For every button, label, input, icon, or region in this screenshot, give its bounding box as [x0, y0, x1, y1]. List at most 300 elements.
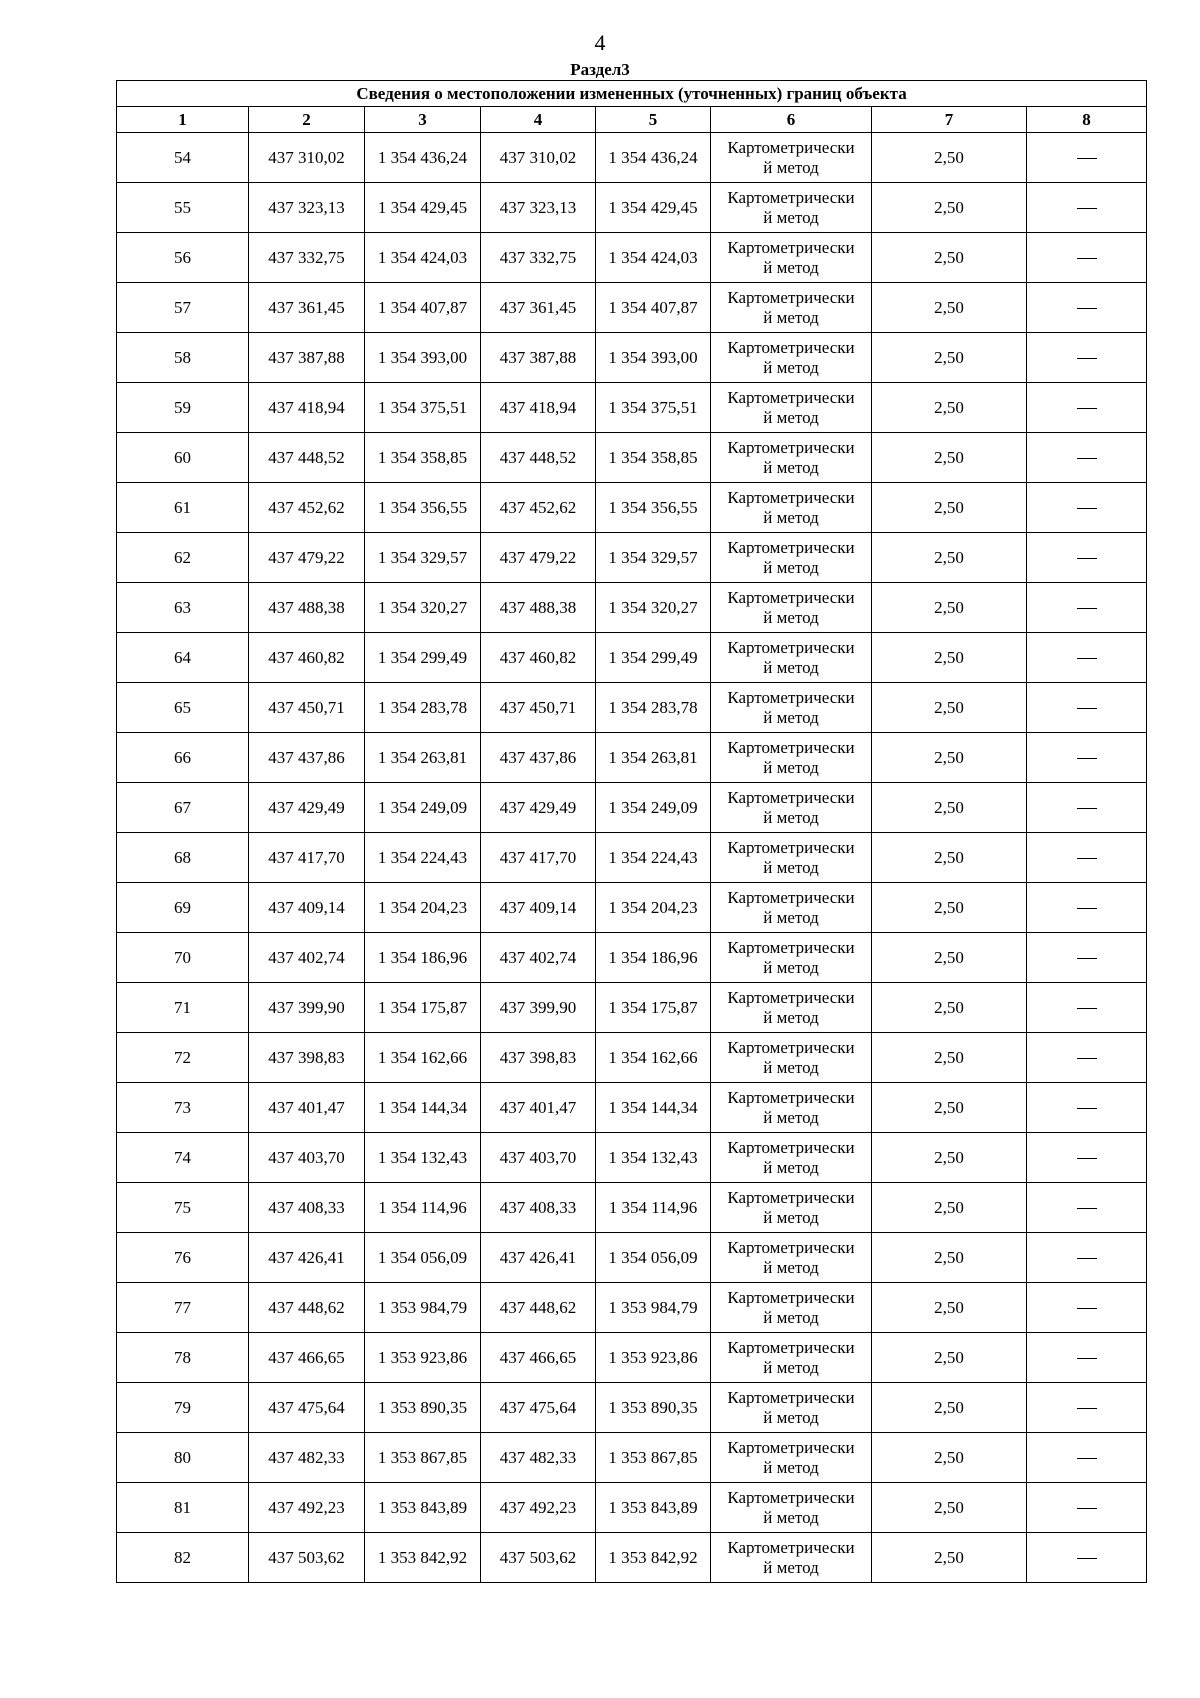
- accuracy-cell: 2,50: [872, 233, 1027, 283]
- method-text: Картометрически: [727, 837, 855, 857]
- method-text: Картометрически: [727, 137, 855, 157]
- x-existing-cell: 437 361,45: [249, 283, 365, 333]
- y-existing-cell: 1 354 320,27: [365, 583, 481, 633]
- note-cell: [1027, 1133, 1147, 1183]
- x-new-cell: 437 488,38: [481, 583, 596, 633]
- method-text: Картометрически: [727, 1237, 855, 1257]
- table-row: [117, 1333, 1147, 1383]
- point-number-cell: 64: [117, 633, 249, 683]
- method-cell: [711, 1483, 872, 1533]
- method-cell: [711, 683, 872, 733]
- table-row: [117, 133, 1147, 183]
- section-title: Раздел3: [570, 60, 630, 79]
- note-cell: [1027, 833, 1147, 883]
- method-text: й метод: [763, 557, 819, 577]
- method-text: й метод: [763, 307, 819, 327]
- boundary-coordinates-table: [116, 80, 1147, 1583]
- note-cell: [1027, 583, 1147, 633]
- table-row: [117, 1483, 1147, 1533]
- x-existing-cell: 437 426,41: [249, 1233, 365, 1283]
- accuracy-cell: 2,50: [872, 783, 1027, 833]
- note-cell: [1027, 483, 1147, 533]
- y-new-cell: 1 354 320,27: [596, 583, 711, 633]
- table-caption-row: [117, 81, 1147, 107]
- method-cell: [711, 433, 872, 483]
- y-new-cell: 1 354 436,24: [596, 133, 711, 183]
- method-text: й метод: [763, 657, 819, 677]
- note-cell: [1027, 433, 1147, 483]
- table-row: [117, 1183, 1147, 1233]
- x-new-cell: 437 437,86: [481, 733, 596, 783]
- dash-mark: [1077, 308, 1097, 309]
- method-text: Картометрически: [727, 437, 855, 457]
- x-existing-cell: 437 503,62: [249, 1533, 365, 1583]
- dash-mark: [1077, 1258, 1097, 1259]
- point-number-cell: 67: [117, 783, 249, 833]
- method-cell: [711, 1283, 872, 1333]
- column-number: 8: [1027, 107, 1147, 133]
- x-existing-cell: 437 387,88: [249, 333, 365, 383]
- x-new-cell: 437 401,47: [481, 1083, 596, 1133]
- method-cell: [711, 483, 872, 533]
- point-number-cell: 56: [117, 233, 249, 283]
- x-new-cell: 437 452,62: [481, 483, 596, 533]
- method-cell: [711, 983, 872, 1033]
- accuracy-cell: 2,50: [872, 483, 1027, 533]
- note-cell: [1027, 233, 1147, 283]
- x-existing-cell: 437 466,65: [249, 1333, 365, 1383]
- y-new-cell: 1 354 329,57: [596, 533, 711, 583]
- method-text: й метод: [763, 707, 819, 727]
- dash-mark: [1077, 908, 1097, 909]
- method-text: й метод: [763, 257, 819, 277]
- table-row: [117, 433, 1147, 483]
- table-caption: Сведения о местоположении измененных (уточненных) границ объекта: [117, 81, 1147, 107]
- x-existing-cell: 437 452,62: [249, 483, 365, 533]
- method-text: Картометрически: [727, 1487, 855, 1507]
- method-cell: [711, 1333, 872, 1383]
- method-text: й метод: [763, 1457, 819, 1477]
- y-new-cell: 1 354 358,85: [596, 433, 711, 483]
- dash-mark: [1077, 758, 1097, 759]
- y-new-cell: 1 353 984,79: [596, 1283, 711, 1333]
- y-existing-cell: 1 354 424,03: [365, 233, 481, 283]
- x-existing-cell: 437 460,82: [249, 633, 365, 683]
- y-existing-cell: 1 354 299,49: [365, 633, 481, 683]
- column-number: 3: [365, 107, 481, 133]
- note-cell: [1027, 1233, 1147, 1283]
- method-cell: [711, 1233, 872, 1283]
- table-row: [117, 1083, 1147, 1133]
- y-existing-cell: 1 353 984,79: [365, 1283, 481, 1333]
- method-text: й метод: [763, 1307, 819, 1327]
- method-text: Картометрически: [727, 587, 855, 607]
- x-new-cell: 437 399,90: [481, 983, 596, 1033]
- method-cell: [711, 933, 872, 983]
- x-new-cell: 437 448,52: [481, 433, 596, 483]
- x-existing-cell: 437 448,52: [249, 433, 365, 483]
- point-number-cell: 70: [117, 933, 249, 983]
- x-new-cell: 437 492,23: [481, 1483, 596, 1533]
- x-new-cell: 437 450,71: [481, 683, 596, 733]
- x-new-cell: 437 448,62: [481, 1283, 596, 1333]
- note-cell: [1027, 1533, 1147, 1583]
- accuracy-cell: 2,50: [872, 833, 1027, 883]
- accuracy-cell: 2,50: [872, 733, 1027, 783]
- table-row: [117, 683, 1147, 733]
- page-number: 4: [594, 30, 606, 55]
- point-number-cell: 55: [117, 183, 249, 233]
- y-existing-cell: 1 354 375,51: [365, 383, 481, 433]
- point-number-cell: 77: [117, 1283, 249, 1333]
- x-new-cell: 437 403,70: [481, 1133, 596, 1183]
- method-cell: [711, 733, 872, 783]
- point-number-cell: 62: [117, 533, 249, 583]
- x-new-cell: 437 323,13: [481, 183, 596, 233]
- method-cell: [711, 1133, 872, 1183]
- x-existing-cell: 437 479,22: [249, 533, 365, 583]
- y-new-cell: 1 353 843,89: [596, 1483, 711, 1533]
- method-text: Картометрически: [727, 937, 855, 957]
- table-row: [117, 233, 1147, 283]
- column-number: 6: [711, 107, 872, 133]
- x-new-cell: 437 482,33: [481, 1433, 596, 1483]
- x-new-cell: 437 503,62: [481, 1533, 596, 1583]
- x-existing-cell: 437 399,90: [249, 983, 365, 1033]
- method-text: Картометрически: [727, 187, 855, 207]
- y-existing-cell: 1 354 224,43: [365, 833, 481, 883]
- accuracy-cell: 2,50: [872, 533, 1027, 583]
- method-text: Картометрически: [727, 987, 855, 1007]
- table-row: [117, 1383, 1147, 1433]
- y-existing-cell: 1 353 843,89: [365, 1483, 481, 1533]
- dash-mark: [1077, 1208, 1097, 1209]
- point-number-cell: 63: [117, 583, 249, 633]
- method-text: Картометрически: [727, 1537, 855, 1557]
- dash-mark: [1077, 708, 1097, 709]
- accuracy-cell: 2,50: [872, 633, 1027, 683]
- x-existing-cell: 437 482,33: [249, 1433, 365, 1483]
- method-text: Картометрически: [727, 337, 855, 357]
- column-number: 2: [249, 107, 365, 133]
- table-row: [117, 1133, 1147, 1183]
- table-row: [117, 833, 1147, 883]
- x-existing-cell: 437 448,62: [249, 1283, 365, 1333]
- y-existing-cell: 1 354 283,78: [365, 683, 481, 733]
- dash-mark: [1077, 1108, 1097, 1109]
- method-cell: [711, 133, 872, 183]
- y-existing-cell: 1 354 393,00: [365, 333, 481, 383]
- y-existing-cell: 1 353 867,85: [365, 1433, 481, 1483]
- table-row: [117, 733, 1147, 783]
- x-new-cell: 437 426,41: [481, 1233, 596, 1283]
- note-cell: [1027, 1033, 1147, 1083]
- column-number: 4: [481, 107, 596, 133]
- method-cell: [711, 633, 872, 683]
- point-number-cell: 66: [117, 733, 249, 783]
- accuracy-cell: 2,50: [872, 333, 1027, 383]
- x-existing-cell: 437 417,70: [249, 833, 365, 883]
- y-existing-cell: 1 354 358,85: [365, 433, 481, 483]
- method-text: й метод: [763, 1057, 819, 1077]
- note-cell: [1027, 683, 1147, 733]
- x-existing-cell: 437 401,47: [249, 1083, 365, 1133]
- method-text: Картометрически: [727, 1037, 855, 1057]
- x-existing-cell: 437 429,49: [249, 783, 365, 833]
- note-cell: [1027, 133, 1147, 183]
- y-existing-cell: 1 354 186,96: [365, 933, 481, 983]
- table-row: [117, 483, 1147, 533]
- method-text: й метод: [763, 1207, 819, 1227]
- note-cell: [1027, 1433, 1147, 1483]
- method-text: й метод: [763, 857, 819, 877]
- method-text: й метод: [763, 907, 819, 927]
- dash-mark: [1077, 1458, 1097, 1459]
- method-text: й метод: [763, 207, 819, 227]
- table-row: [117, 583, 1147, 633]
- table-row: [117, 933, 1147, 983]
- point-number-cell: 65: [117, 683, 249, 733]
- x-existing-cell: 437 409,14: [249, 883, 365, 933]
- table-row: [117, 533, 1147, 583]
- point-number-cell: 54: [117, 133, 249, 183]
- dash-mark: [1077, 408, 1097, 409]
- x-new-cell: 437 475,64: [481, 1383, 596, 1433]
- method-cell: [711, 583, 872, 633]
- dash-mark: [1077, 1308, 1097, 1309]
- y-existing-cell: 1 354 429,45: [365, 183, 481, 233]
- table-row: [117, 1533, 1147, 1583]
- dash-mark: [1077, 958, 1097, 959]
- method-text: Картометрически: [727, 237, 855, 257]
- x-existing-cell: 437 475,64: [249, 1383, 365, 1433]
- y-new-cell: 1 354 283,78: [596, 683, 711, 733]
- method-text: Картометрически: [727, 1337, 855, 1357]
- dash-mark: [1077, 658, 1097, 659]
- y-new-cell: 1 354 424,03: [596, 233, 711, 283]
- method-cell: [711, 383, 872, 433]
- point-number-cell: 81: [117, 1483, 249, 1533]
- method-text: й метод: [763, 807, 819, 827]
- method-text: Картометрически: [727, 1387, 855, 1407]
- dash-mark: [1077, 358, 1097, 359]
- y-existing-cell: 1 354 263,81: [365, 733, 481, 783]
- accuracy-cell: 2,50: [872, 1483, 1027, 1533]
- column-number: 1: [117, 107, 249, 133]
- method-text: Картометрически: [727, 737, 855, 757]
- x-new-cell: 437 417,70: [481, 833, 596, 883]
- y-existing-cell: 1 354 162,66: [365, 1033, 481, 1083]
- note-cell: [1027, 1283, 1147, 1333]
- table-body: [117, 133, 1147, 1583]
- y-new-cell: 1 354 263,81: [596, 733, 711, 783]
- column-number: 5: [596, 107, 711, 133]
- column-number-row: [117, 107, 1147, 133]
- table-row: [117, 1033, 1147, 1083]
- accuracy-cell: 2,50: [872, 983, 1027, 1033]
- method-cell: [711, 183, 872, 233]
- y-new-cell: 1 353 923,86: [596, 1333, 711, 1383]
- method-text: Картометрически: [727, 1437, 855, 1457]
- table-row: [117, 1433, 1147, 1483]
- accuracy-cell: 2,50: [872, 1033, 1027, 1083]
- y-existing-cell: 1 354 407,87: [365, 283, 481, 333]
- x-existing-cell: 437 402,74: [249, 933, 365, 983]
- table-row: [117, 1283, 1147, 1333]
- accuracy-cell: 2,50: [872, 883, 1027, 933]
- note-cell: [1027, 183, 1147, 233]
- dash-mark: [1077, 208, 1097, 209]
- method-text: й метод: [763, 1107, 819, 1127]
- point-number-cell: 72: [117, 1033, 249, 1083]
- point-number-cell: 58: [117, 333, 249, 383]
- method-text: Картометрически: [727, 537, 855, 557]
- dash-mark: [1077, 1408, 1097, 1409]
- x-existing-cell: 437 408,33: [249, 1183, 365, 1233]
- x-existing-cell: 437 310,02: [249, 133, 365, 183]
- method-cell: [711, 233, 872, 283]
- note-cell: [1027, 883, 1147, 933]
- point-number-cell: 69: [117, 883, 249, 933]
- note-cell: [1027, 1183, 1147, 1233]
- method-text: й метод: [763, 1407, 819, 1427]
- x-existing-cell: 437 403,70: [249, 1133, 365, 1183]
- y-new-cell: 1 354 056,09: [596, 1233, 711, 1283]
- method-text: Картометрически: [727, 637, 855, 657]
- point-number-cell: 78: [117, 1333, 249, 1383]
- x-existing-cell: 437 323,13: [249, 183, 365, 233]
- y-existing-cell: 1 354 175,87: [365, 983, 481, 1033]
- x-new-cell: 437 466,65: [481, 1333, 596, 1383]
- y-new-cell: 1 354 224,43: [596, 833, 711, 883]
- method-text: Картометрически: [727, 1187, 855, 1207]
- note-cell: [1027, 333, 1147, 383]
- point-number-cell: 80: [117, 1433, 249, 1483]
- dash-mark: [1077, 558, 1097, 559]
- method-cell: [711, 1083, 872, 1133]
- method-text: й метод: [763, 1007, 819, 1027]
- note-cell: [1027, 383, 1147, 433]
- note-cell: [1027, 1083, 1147, 1133]
- y-existing-cell: 1 354 329,57: [365, 533, 481, 583]
- method-text: Картометрически: [727, 787, 855, 807]
- y-existing-cell: 1 354 249,09: [365, 783, 481, 833]
- x-new-cell: 437 418,94: [481, 383, 596, 433]
- x-new-cell: 437 479,22: [481, 533, 596, 583]
- y-new-cell: 1 353 890,35: [596, 1383, 711, 1433]
- accuracy-cell: 2,50: [872, 1233, 1027, 1283]
- table-row: [117, 183, 1147, 233]
- x-new-cell: 437 361,45: [481, 283, 596, 333]
- y-new-cell: 1 354 356,55: [596, 483, 711, 533]
- method-text: й метод: [763, 957, 819, 977]
- accuracy-cell: 2,50: [872, 1083, 1027, 1133]
- dash-mark: [1077, 1358, 1097, 1359]
- method-cell: [711, 283, 872, 333]
- note-cell: [1027, 783, 1147, 833]
- x-new-cell: 437 402,74: [481, 933, 596, 983]
- x-existing-cell: 437 488,38: [249, 583, 365, 633]
- y-new-cell: 1 354 299,49: [596, 633, 711, 683]
- y-new-cell: 1 354 114,96: [596, 1183, 711, 1233]
- note-cell: [1027, 983, 1147, 1033]
- method-text: Картометрически: [727, 387, 855, 407]
- accuracy-cell: 2,50: [872, 283, 1027, 333]
- y-new-cell: 1 354 162,66: [596, 1033, 711, 1083]
- point-number-cell: 76: [117, 1233, 249, 1283]
- dash-mark: [1077, 808, 1097, 809]
- x-existing-cell: 437 398,83: [249, 1033, 365, 1083]
- y-new-cell: 1 353 842,92: [596, 1533, 711, 1583]
- method-text: й метод: [763, 507, 819, 527]
- dash-mark: [1077, 158, 1097, 159]
- method-text: й метод: [763, 757, 819, 777]
- point-number-cell: 74: [117, 1133, 249, 1183]
- y-existing-cell: 1 354 436,24: [365, 133, 481, 183]
- method-text: й метод: [763, 1257, 819, 1277]
- accuracy-cell: 2,50: [872, 1533, 1027, 1583]
- dash-mark: [1077, 1558, 1097, 1559]
- y-existing-cell: 1 354 144,34: [365, 1083, 481, 1133]
- y-existing-cell: 1 353 842,92: [365, 1533, 481, 1583]
- method-text: й метод: [763, 1507, 819, 1527]
- note-cell: [1027, 633, 1147, 683]
- y-new-cell: 1 354 393,00: [596, 333, 711, 383]
- x-new-cell: 437 460,82: [481, 633, 596, 683]
- table-row: [117, 883, 1147, 933]
- method-text: Картометрически: [727, 887, 855, 907]
- point-number-cell: 60: [117, 433, 249, 483]
- method-text: й метод: [763, 1557, 819, 1577]
- y-new-cell: 1 354 144,34: [596, 1083, 711, 1133]
- y-new-cell: 1 354 407,87: [596, 283, 711, 333]
- dash-mark: [1077, 258, 1097, 259]
- accuracy-cell: 2,50: [872, 133, 1027, 183]
- dash-mark: [1077, 1008, 1097, 1009]
- note-cell: [1027, 1383, 1147, 1433]
- method-text: Картометрически: [727, 1087, 855, 1107]
- accuracy-cell: 2,50: [872, 1133, 1027, 1183]
- accuracy-cell: 2,50: [872, 1333, 1027, 1383]
- accuracy-cell: 2,50: [872, 933, 1027, 983]
- note-cell: [1027, 933, 1147, 983]
- accuracy-cell: 2,50: [872, 583, 1027, 633]
- note-cell: [1027, 1333, 1147, 1383]
- y-new-cell: 1 353 867,85: [596, 1433, 711, 1483]
- dash-mark: [1077, 458, 1097, 459]
- point-number-cell: 73: [117, 1083, 249, 1133]
- y-new-cell: 1 354 175,87: [596, 983, 711, 1033]
- method-text: Картометрически: [727, 487, 855, 507]
- method-cell: [711, 1183, 872, 1233]
- table-row: [117, 783, 1147, 833]
- point-number-cell: 79: [117, 1383, 249, 1433]
- dash-mark: [1077, 508, 1097, 509]
- table-row: [117, 283, 1147, 333]
- x-new-cell: 437 310,02: [481, 133, 596, 183]
- method-text: й метод: [763, 407, 819, 427]
- x-existing-cell: 437 450,71: [249, 683, 365, 733]
- method-text: й метод: [763, 1157, 819, 1177]
- accuracy-cell: 2,50: [872, 383, 1027, 433]
- note-cell: [1027, 1483, 1147, 1533]
- point-number-cell: 82: [117, 1533, 249, 1583]
- accuracy-cell: 2,50: [872, 183, 1027, 233]
- y-existing-cell: 1 354 132,43: [365, 1133, 481, 1183]
- method-cell: [711, 1533, 872, 1583]
- dash-mark: [1077, 1158, 1097, 1159]
- method-text: й метод: [763, 157, 819, 177]
